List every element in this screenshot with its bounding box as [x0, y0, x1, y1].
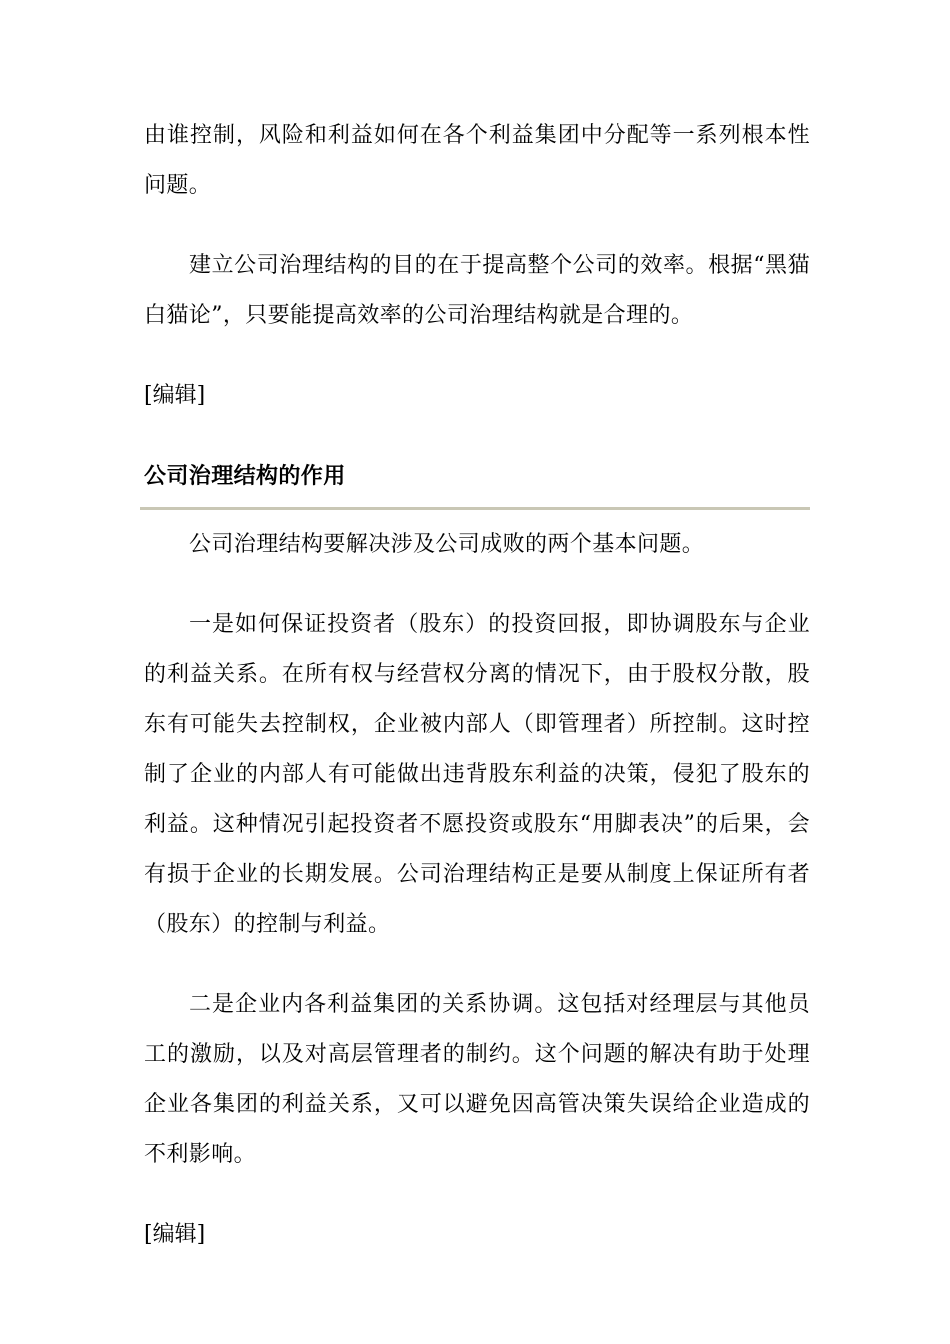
paragraph-continuation: 由谁控制，风险和利益如何在各个利益集团中分配等一系列根本性问题。 [144, 123, 810, 198]
heading-divider [140, 507, 810, 510]
paragraph-purpose: 建立公司治理结构的目的在于提高整个公司的效率。根据“黑猫白猫论”，只要能提高效率的公司治理结构就是合理的。 [144, 253, 810, 328]
paragraph-point-one: 一是如何保证投资者（股东）的投资回报，即协调股东与企业的利益关系。在所有权与经营权分离的情况下，由于股权分散，股东有可能失去控制权，企业被内部人（即管理者）所控制。这时控制了企业的内部人有可能做出违背股东利益的决策，侵犯了股东的利益。这种情况引起投资者不愿投资或股东“用脚表决”的后果，会有损于企业的长期发展。公司治理结构正是要从制度上保证所有者（股东）的控制与利益。 [144, 612, 810, 937]
edit-link[interactable]: [编辑] [144, 383, 206, 408]
paragraph-intro: 公司治理结构要解决涉及公司成败的两个基本问题。 [189, 532, 705, 557]
section-heading: 公司治理结构的作用 [144, 463, 346, 489]
article-body [144, 111, 810, 1290]
paragraph-point-two: 二是企业内各利益集团的关系协调。这包括对经理层与其他员工的激励，以及对高层管理者的制约。这个问题的解决有助于处理企业各集团的利益关系，又可以避免因高管决策失误给企业造成的不利影响。 [144, 992, 810, 1167]
edit-link-2[interactable]: [编辑] [144, 1222, 206, 1247]
